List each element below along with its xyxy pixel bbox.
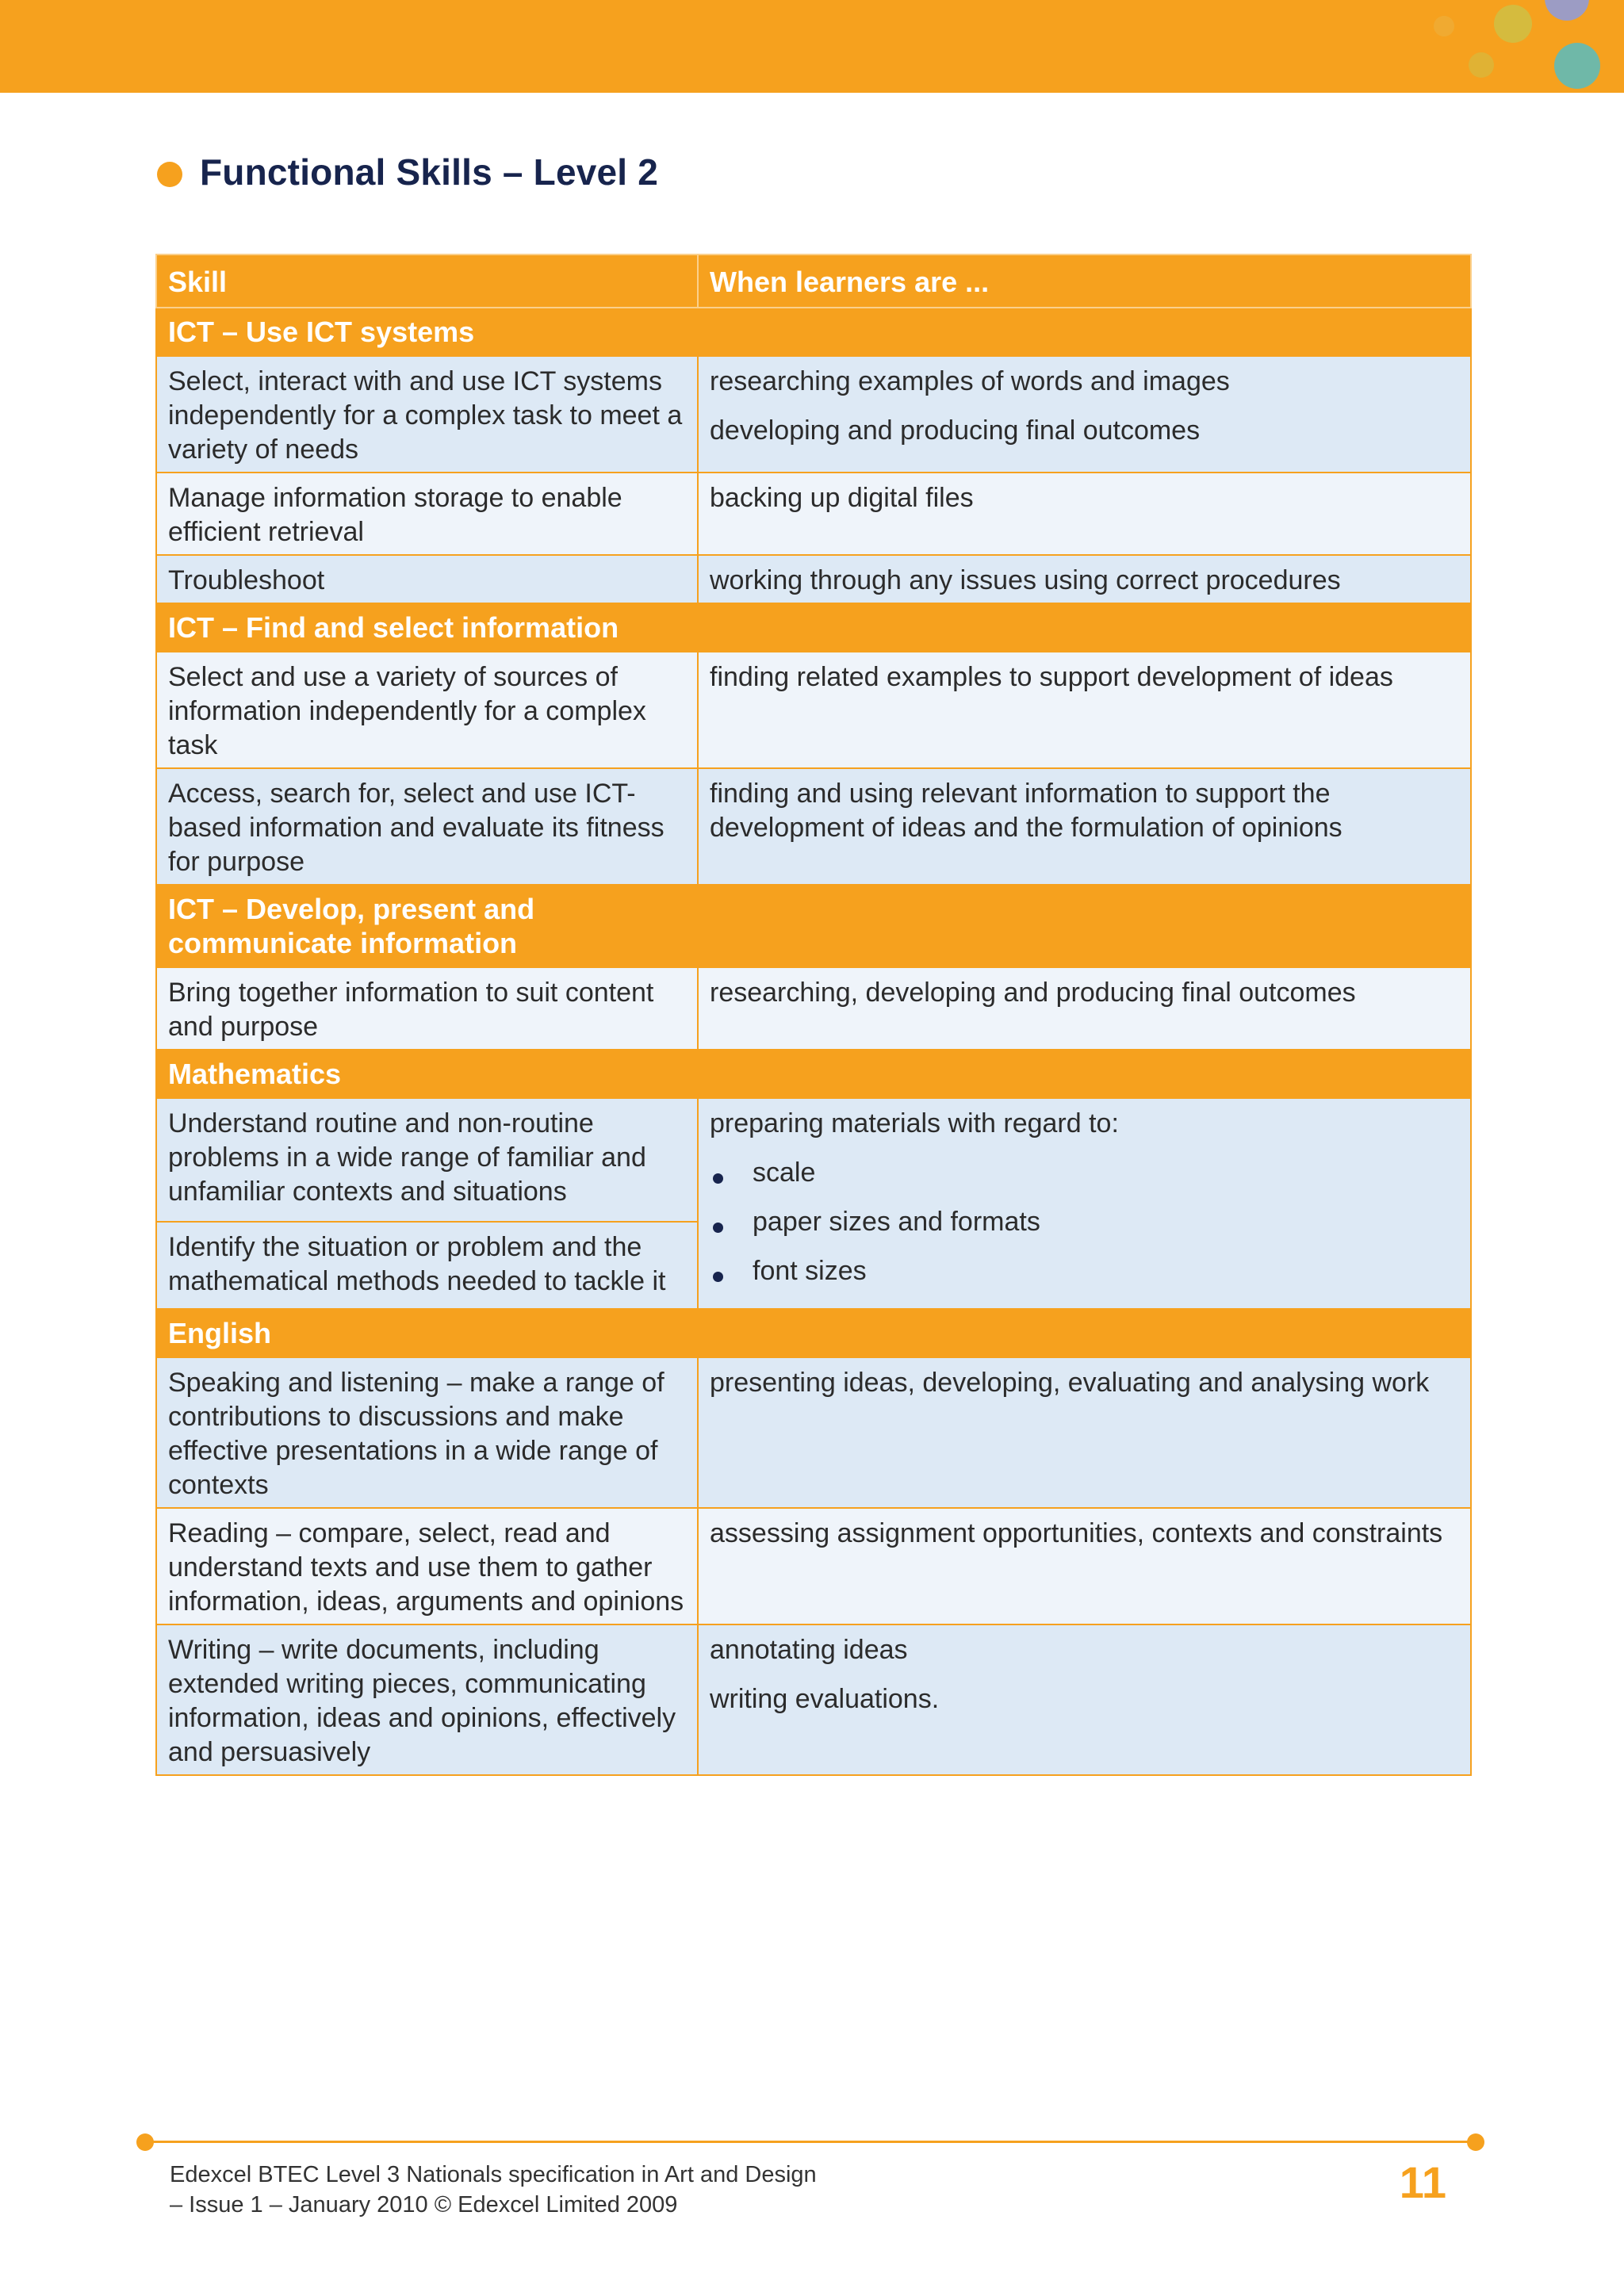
section-row — [156, 308, 1471, 356]
decorative-dot — [1434, 16, 1454, 36]
when-text: working through any issues using correct procedures — [710, 565, 1341, 595]
when-text: finding and using relevant information to support the development of ideas and the formulation of opinions — [710, 779, 1342, 843]
when-text: presenting ideas, developing, evaluating and analysing work — [710, 1368, 1430, 1398]
footer-rule-dot-right — [1467, 2133, 1484, 2151]
section-title: ICT – Find and select information — [156, 603, 1471, 652]
footer-rule — [145, 2141, 1476, 2143]
table-row — [156, 473, 1471, 555]
skill-cell: Manage information storage to enable efficient retrieval — [156, 473, 698, 555]
bullet-list — [710, 1156, 1459, 1288]
table-row — [156, 356, 1471, 473]
when-cell — [698, 652, 1471, 768]
section-title-text: ICT – Develop, present and communicate information — [168, 893, 535, 959]
skill-cell: Reading – compare, select, read and understand texts and use them to gather information, ideas, arguments and opinions — [156, 1508, 698, 1624]
list-item: font sizes — [710, 1254, 1459, 1288]
skill-cell: Understand routine and non-routine problems in a wide range of familiar and unfamiliar contexts and situations — [156, 1098, 698, 1222]
heading-bullet-icon — [157, 162, 182, 187]
when-text: writing evaluations. — [710, 1684, 940, 1714]
when-cell — [698, 768, 1471, 885]
when-cell — [698, 967, 1471, 1050]
section-row — [156, 1050, 1471, 1098]
section-row — [156, 885, 1471, 967]
column-header-skill: Skill — [156, 254, 698, 308]
section-heading — [157, 144, 658, 200]
section-title: Mathematics — [156, 1050, 1471, 1098]
column-header-when: When learners are ... — [698, 254, 1471, 308]
when-text: backing up digital files — [710, 483, 974, 513]
skill-cell: Access, search for, select and use ICT-based information and evaluate its fitness for purpose — [156, 768, 698, 885]
when-cell — [698, 1357, 1471, 1508]
table-header-row — [156, 254, 1471, 308]
functional-skills-table — [155, 254, 1472, 1776]
skill-cell: Identify the situation or problem and the mathematical methods needed to tackle it — [156, 1222, 698, 1309]
section-row — [156, 603, 1471, 652]
skill-cell: Select and use a variety of sources of information independently for a complex task — [156, 652, 698, 768]
table-row — [156, 768, 1471, 885]
when-text: assessing assignment opportunities, contexts and constraints — [710, 1518, 1443, 1548]
when-cell — [698, 1624, 1471, 1775]
page-title: Functional Skills – Level 2 — [200, 151, 659, 193]
table-row — [156, 1624, 1471, 1775]
section-title: ICT – Use ICT systems — [156, 308, 1471, 356]
top-banner — [0, 0, 1624, 93]
table-row — [156, 555, 1471, 603]
when-text: finding related examples to support development of ideas — [710, 662, 1393, 692]
skill-cell: Writing – write documents, including extended writing pieces, communicating information, ideas and opinions, effectively and persuasively — [156, 1624, 698, 1775]
list-item: paper sizes and formats — [710, 1205, 1459, 1239]
skill-cell: Select, interact with and use ICT systems independently for a complex task to meet a variety of needs — [156, 356, 698, 473]
when-text: researching examples of words and images — [710, 366, 1230, 396]
table-row — [156, 1098, 1471, 1222]
when-text: developing and producing final outcomes — [710, 415, 1201, 446]
table-row — [156, 1508, 1471, 1624]
table-row — [156, 652, 1471, 768]
when-cell — [698, 1098, 1471, 1309]
list-item: scale — [710, 1156, 1459, 1190]
section-title: English — [156, 1309, 1471, 1357]
when-cell — [698, 473, 1471, 555]
section-title — [156, 885, 1471, 967]
footer-line-2: – Issue 1 – January 2010 © Edexcel Limited 2009 — [170, 2192, 678, 2218]
skill-cell: Troubleshoot — [156, 555, 698, 603]
footer-rule-dot-left — [136, 2133, 154, 2151]
when-cell — [698, 555, 1471, 603]
when-text: researching, developing and producing final outcomes — [710, 978, 1356, 1008]
skill-cell: Bring together information to suit content and purpose — [156, 967, 698, 1050]
when-cell — [698, 356, 1471, 473]
decorative-dot — [1469, 52, 1494, 78]
section-row — [156, 1309, 1471, 1357]
decorative-dot — [1554, 43, 1600, 89]
footer-citation — [170, 2160, 817, 2220]
when-cell — [698, 1508, 1471, 1624]
when-text: preparing materials with regard to: — [710, 1108, 1119, 1138]
decorative-dot — [1545, 0, 1589, 21]
decorative-dot — [1494, 5, 1532, 43]
table-row — [156, 967, 1471, 1050]
skill-cell: Speaking and listening – make a range of contributions to discussions and make effective presentations in a wide range of contexts — [156, 1357, 698, 1508]
table-row — [156, 1357, 1471, 1508]
page-number: 11 — [1399, 2157, 1446, 2207]
decorative-dots — [1386, 0, 1624, 93]
when-text: annotating ideas — [710, 1635, 908, 1665]
footer-line-1: Edexcel BTEC Level 3 Nationals specification in Art and Design — [170, 2162, 817, 2187]
